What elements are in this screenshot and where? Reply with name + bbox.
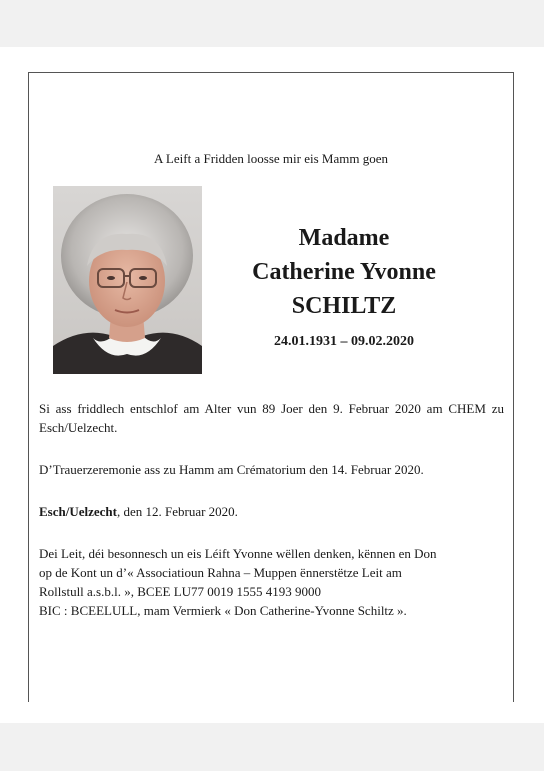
intro-line: A Leift a Fridden loosse mir eis Mamm goen bbox=[154, 151, 388, 166]
portrait-photo bbox=[53, 186, 202, 374]
donation-paragraph bbox=[39, 544, 504, 620]
ceremony-paragraph: D’Trauerzeremonie ass zu Hamm am Crématorium den 14. Februar 2020. bbox=[39, 462, 424, 477]
donation-line-1: Dei Leit, déi besonnesch un eis Léift Yvonne wëllen denken, kënnen en Don bbox=[39, 546, 437, 561]
notice-body bbox=[39, 399, 504, 643]
deceased-name-block bbox=[219, 221, 469, 351]
donation-line-3: Rollstull a.s.b.l. », BCEE LU77 0019 1555 4193 9000 bbox=[39, 584, 322, 599]
donation-line-4: BIC : BCEELULL, mam Vermierk « Don Catherine-Yvonne Schiltz ». bbox=[39, 603, 407, 618]
place: Esch/Uelzecht bbox=[39, 504, 117, 519]
donation-line-2: op de Kont un d’« Associatioun Rahna – Muppen ënnerstëtze Leit am bbox=[39, 565, 402, 580]
place-date: , den 12. Februar 2020. bbox=[116, 504, 238, 519]
surname: SCHILTZ bbox=[291, 293, 397, 319]
death-paragraph: Si ass friddlech entschlof am Alter vun 89 Joer den 9. Februar 2020 am CHEM zu Esch/Uelzecht. bbox=[39, 401, 504, 435]
first-names: Catherine Yvonne bbox=[252, 259, 436, 285]
place-date-paragraph bbox=[39, 502, 504, 521]
obituary-notice bbox=[28, 72, 514, 702]
honorific: Madame bbox=[298, 225, 390, 251]
life-dates: 24.01.1931 – 09.02.2020 bbox=[274, 334, 414, 349]
